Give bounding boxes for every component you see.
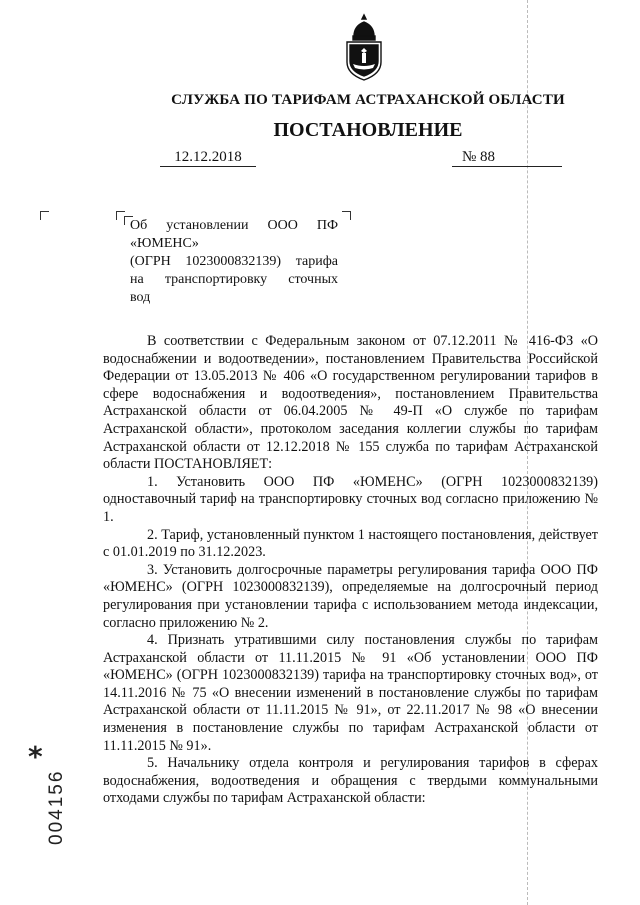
document-number [452, 148, 562, 167]
organization-title: СЛУЖБА ПО ТАРИФАМ АСТРАХАНСКОЙ ОБЛАСТИ [171, 92, 565, 108]
subject-bracket-right [342, 211, 351, 220]
document-subject [130, 217, 338, 307]
subject-line: (ОГРН 1023000832139) тарифа [130, 254, 338, 269]
subject-line: на транспортировку сточных [130, 272, 338, 287]
subject-line: «ЮМЕНС» [130, 236, 199, 251]
document-date: 12.12.2018 [160, 148, 256, 167]
margin-stamp-number: 004156 [46, 769, 67, 845]
subject-line: Об установлении ООО ПФ [130, 218, 338, 233]
corner-mark-left [40, 211, 49, 220]
body-paragraph-item-3: 3. Установить долгосрочные параметры регулирования тарифа ООО ПФ «ЮМЕНС» (ОГРН 1023000832139), определяемые на долгосрочный период регулирования при установлении тарифа с использованием метода индексации, согласно приложению № 2. [103, 561, 598, 631]
body-paragraph-preamble: В соответствии с Федеральным законом от 07.12.2011 № 416-ФЗ «О водоснабжении и водоотведении», постановлением Правительства Российской Федерации от 13.05.2013 № 406 «О государственном регулировании тарифов в сфере водоснабжения и водоотведения», постановлением Правительства Астраханской области от 06.04.2005 № 49-П «О службе по тарифам Астраханской области», протоколом заседания коллегии службы по тарифам Астраханской области от 12.12.2018 № 155 служба по тарифам Астраханской области ПОСТАНОВЛЯЕТ: [103, 333, 598, 473]
body-paragraph-item-2: 2. Тариф, установленный пунктом 1 настоящего постановления, действует с 01.01.2019 по 31.12.2023. [103, 526, 598, 561]
document-number-value: № 88 [462, 149, 496, 165]
subject-line: вод [130, 290, 151, 305]
margin-stamp-asterisk: * [28, 740, 43, 773]
body-paragraph-item-5: 5. Начальнику отдела контроля и регулирования тарифов в сферах водоснабжения, водоотведения и обращения с твердыми коммунальными отходами службы по тарифам Астраханской области: [103, 755, 598, 807]
document-body [103, 333, 598, 808]
astrakhan-coat-of-arms-icon [341, 12, 387, 82]
body-paragraph-item-4: 4. Признать утратившими силу постановления службы по тарифам Астраханской области от 11.11.2015 № 91 «Об установлении ООО ПФ «ЮМЕНС» (ОГРН 1023000832139) тарифа на транспортировку сточных вод», от 14.11.2016 № 75 «О внесении изменений в постановление службы по тарифам Астраханской области от 11.11.2015 № 91», от 22.11.2017 № 98 «О внесении изменения в постановление службы по тарифам Астраханской области от 11.11.2015 № 91». [103, 632, 598, 754]
document-type-title: ПОСТАНОВЛЕНИЕ [273, 119, 463, 141]
body-paragraph-item-1: 1. Установить ООО ПФ «ЮМЕНС» (ОГРН 1023000832139) одноставочный тариф на транспортировку сточных вод согласно приложению № 1. [103, 473, 598, 525]
